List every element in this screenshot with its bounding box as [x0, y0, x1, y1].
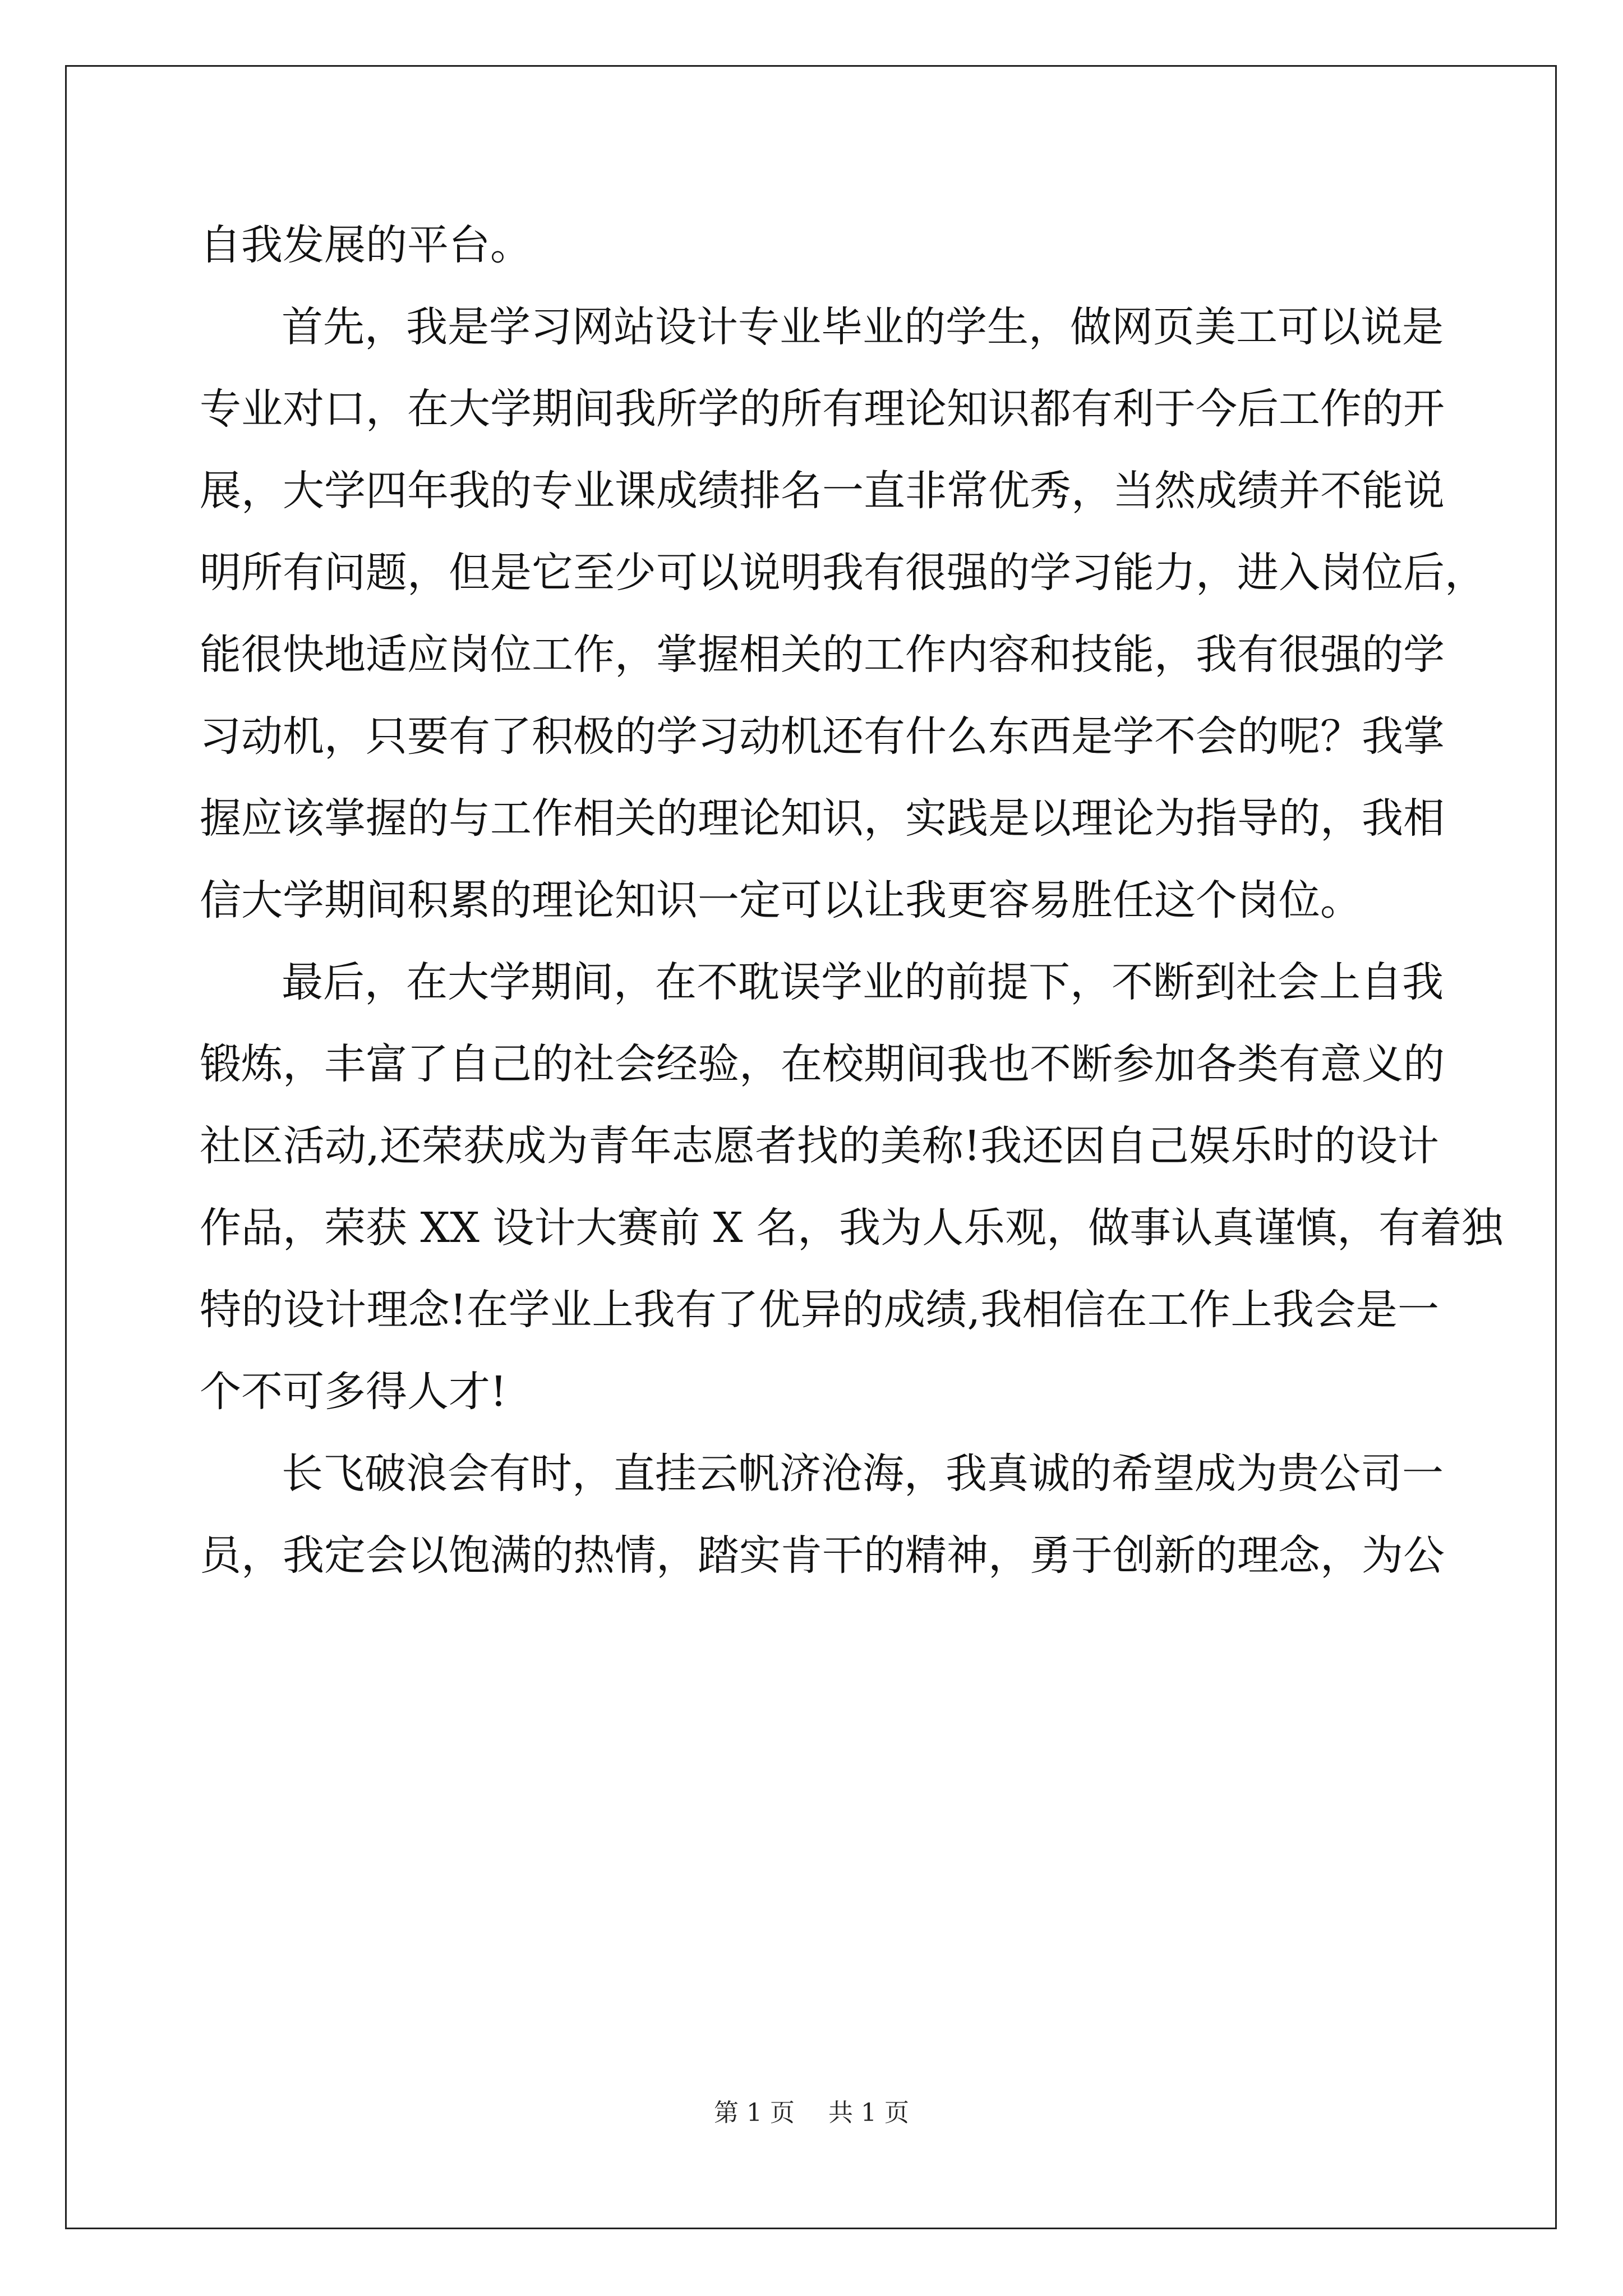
text-line: 特的设计理念!在学业上我有了优异的成绩,我相信在工作上我会是一 — [200, 1286, 1439, 1334]
page-total: 共 1 页 — [828, 2099, 909, 2127]
text-line: 锻炼，丰富了自己的社会经验，在校期间我也不断参加各类有意义的 — [200, 1040, 1445, 1088]
text-line: 明所有问题，但是它至少可以说明我有很强的学习能力，进入岗位后， — [200, 549, 1486, 597]
text-line: 展，大学四年我的专业课成绩排名一直非常优秀，当然成绩并不能说 — [200, 467, 1445, 515]
text-line: 能很快地适应岗位工作，掌握相关的工作内容和技能，我有很强的学 — [200, 631, 1445, 679]
page-footer — [0, 2092, 1623, 2128]
text-line: 作品，荣获 XX 设计大赛前 X 名，我为人乐观，做事认真谨慎，有着独 — [200, 1204, 1504, 1252]
text-line: 专业对口，在大学期间我所学的所有理论知识都有利于今后工作的开 — [200, 385, 1445, 433]
paragraph-first-line: 长飞破浪会有时，直挂云帆济沧海，我真诚的希望成为贵公司一 — [282, 1450, 1444, 1498]
text-line: 习动机，只要有了积极的学习动机还有什么东西是学不会的呢？我掌 — [200, 712, 1445, 761]
document-body — [200, 204, 1504, 1596]
text-line: 握应该掌握的与工作相关的理论知识，实践是以理论为指导的，我相 — [200, 794, 1445, 843]
text-line: 自我发展的平台。 — [200, 221, 532, 269]
paragraph-first-line: 最后，在大学期间，在不耽误学业的前提下，不断到社会上自我 — [282, 958, 1444, 1006]
paragraph-first-line: 首先，我是学习网站设计专业毕业的学生，做网页美工可以说是 — [282, 303, 1444, 351]
text-line: 社区活动,还荣获成为青年志愿者找的美称!我还因自己娱乐时的设计 — [200, 1122, 1439, 1170]
text-line: 员，我定会以饱满的热情，踏实肯干的精神，勇于创新的理念，为公 — [200, 1531, 1445, 1580]
page-number: 第 1 页 — [714, 2099, 795, 2127]
text-line: 信大学期间积累的理论知识一定可以让我更容易胜任这个岗位。 — [200, 876, 1362, 924]
text-line: 个不可多得人才! — [200, 1368, 507, 1416]
